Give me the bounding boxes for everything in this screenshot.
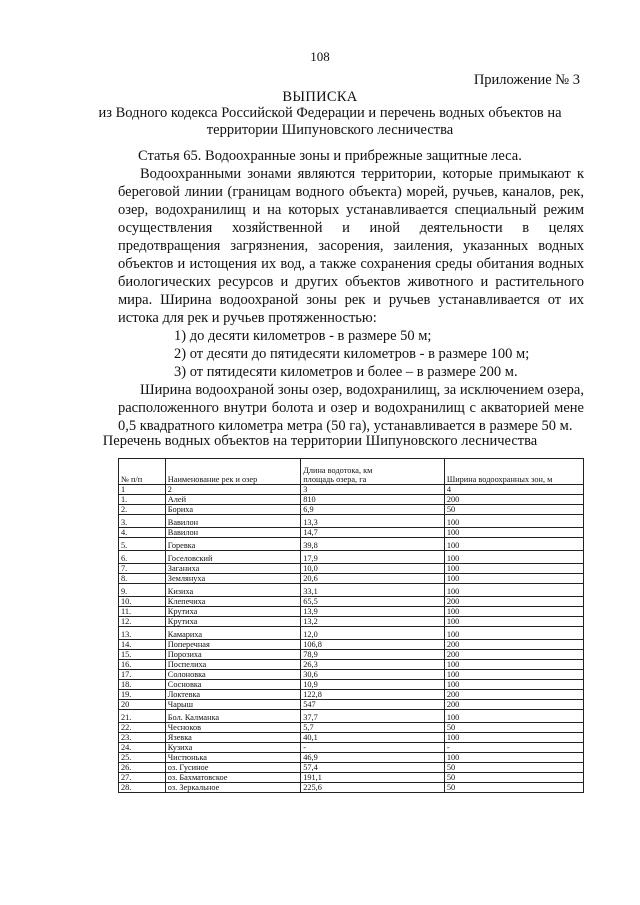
cell-name: Кузиха: [165, 743, 300, 753]
cell-name: Госеловский: [165, 551, 300, 564]
cell-number: 22.: [119, 723, 166, 733]
cell-length: 6,9: [301, 505, 445, 515]
cell-name: Вавилон: [165, 528, 300, 538]
table-title: Перечень водных объектов на территории Шипуновского лесничества: [102, 433, 538, 449]
cell-width: 200: [444, 650, 583, 660]
cell-width: 50: [444, 505, 583, 515]
table-row: [119, 723, 584, 733]
cell-width: 100: [444, 564, 583, 574]
cell-length: 225,6: [301, 783, 445, 793]
table-header-row: [119, 459, 584, 485]
cell-number: 16.: [119, 660, 166, 670]
cell-name: Бол. Калманка: [165, 710, 300, 723]
table-row: [119, 700, 584, 710]
water-bodies-table: [118, 458, 584, 793]
subtitle-line-2: территории Шипуновского лесничества: [206, 122, 454, 138]
cell-width: 50: [444, 773, 583, 783]
cell-width: 100: [444, 617, 583, 627]
article-body: [118, 147, 584, 435]
cell-number: 25.: [119, 753, 166, 763]
cell-length: 14,7: [301, 528, 445, 538]
cell-number: 24.: [119, 743, 166, 753]
cell-length: 46,9: [301, 753, 445, 763]
table-row: [119, 607, 584, 617]
table-row: [119, 551, 584, 564]
cell-width: 100: [444, 710, 583, 723]
cell-name: Крутиха: [165, 617, 300, 627]
cell-length: 20,6: [301, 574, 445, 584]
table-row: [119, 763, 584, 773]
list-item: 3) от пятидесяти километров и более – в размере 200 м.: [174, 364, 518, 380]
cell-number: 26.: [119, 763, 166, 773]
cell-name: Чесноков: [165, 723, 300, 733]
cell-width: 50: [444, 763, 583, 773]
table-row: [119, 690, 584, 700]
cell-name: Алей: [165, 495, 300, 505]
cell-name: оз. Бахматовское: [165, 773, 300, 783]
cell-name: Клепечиха: [165, 597, 300, 607]
header-name: Наименование рек и озер: [165, 459, 300, 485]
cell-name: Чарыш: [165, 700, 300, 710]
cell-name: Камариха: [165, 627, 300, 640]
table-row: [119, 640, 584, 650]
cell-width: 200: [444, 495, 583, 505]
table-row: [119, 753, 584, 763]
table-row: [119, 538, 584, 551]
cell-width: 50: [444, 783, 583, 793]
header-width: Ширина водоохранных зон, м: [444, 459, 583, 485]
cell-width: 200: [444, 640, 583, 650]
column-number-row: [119, 485, 584, 495]
cell-width: -: [444, 743, 583, 753]
column-number: 4: [444, 485, 583, 495]
cell-length: -: [301, 743, 445, 753]
cell-number: 8.: [119, 574, 166, 584]
cell-length: 40,1: [301, 733, 445, 743]
cell-number: 1.: [119, 495, 166, 505]
cell-number: 14.: [119, 640, 166, 650]
cell-length: 5,7: [301, 723, 445, 733]
cell-length: 12,0: [301, 627, 445, 640]
cell-length: 106,8: [301, 640, 445, 650]
cell-name: Заганиха: [165, 564, 300, 574]
header-length-line-2: площадь озера, га: [303, 475, 367, 484]
cell-number: 20: [119, 700, 166, 710]
cell-number: 17.: [119, 670, 166, 680]
table-row: [119, 650, 584, 660]
header-length-line-1: Длина водотока, км: [303, 466, 373, 475]
table-row: [119, 670, 584, 680]
cell-width: 200: [444, 700, 583, 710]
cell-width: 100: [444, 670, 583, 680]
cell-name: Солоновка: [165, 670, 300, 680]
cell-name: оз. Зеркальное: [165, 783, 300, 793]
cell-number: 9.: [119, 584, 166, 597]
cell-width: 100: [444, 733, 583, 743]
cell-length: 547: [301, 700, 445, 710]
cell-number: 2.: [119, 505, 166, 515]
cell-number: 5.: [119, 538, 166, 551]
cell-width: 100: [444, 515, 583, 528]
cell-length: 30,6: [301, 670, 445, 680]
cell-name: Вавилон: [165, 515, 300, 528]
cell-length: 26,3: [301, 660, 445, 670]
cell-number: 6.: [119, 551, 166, 564]
cell-name: Порозиха: [165, 650, 300, 660]
cell-length: 37,7: [301, 710, 445, 723]
table-row: [119, 515, 584, 528]
table-row: [119, 495, 584, 505]
cell-number: 7.: [119, 564, 166, 574]
cell-width: 100: [444, 660, 583, 670]
table-row: [119, 574, 584, 584]
cell-name: Чистюнька: [165, 753, 300, 763]
appendix-label: Приложение № 3: [473, 72, 580, 88]
cell-name: Бориха: [165, 505, 300, 515]
cell-width: 100: [444, 551, 583, 564]
cell-number: 13.: [119, 627, 166, 640]
cell-length: 13,2: [301, 617, 445, 627]
cell-width: 100: [444, 607, 583, 617]
list-item: 1) до десяти километров - в размере 50 м;: [174, 328, 432, 344]
width-list: [118, 327, 584, 381]
table-body: [119, 495, 584, 793]
cell-number: 12.: [119, 617, 166, 627]
cell-length: 78,9: [301, 650, 445, 660]
cell-width: 200: [444, 690, 583, 700]
table-row: [119, 617, 584, 627]
cell-width: 100: [444, 627, 583, 640]
cell-length: 122,8: [301, 690, 445, 700]
table-row: [119, 660, 584, 670]
cell-number: 21.: [119, 710, 166, 723]
cell-length: 191,1: [301, 773, 445, 783]
header-length: [301, 459, 445, 485]
cell-length: 57,4: [301, 763, 445, 773]
article-heading: Статья 65. Водоохранные зоны и прибрежные защитные леса.: [138, 148, 522, 164]
cell-name: Крутиха: [165, 607, 300, 617]
cell-length: 33,1: [301, 584, 445, 597]
cell-name: Локтевка: [165, 690, 300, 700]
document-subtitle: [80, 105, 580, 139]
cell-number: 19.: [119, 690, 166, 700]
column-number: 2: [165, 485, 300, 495]
cell-length: 10,9: [301, 680, 445, 690]
page-number: 108: [310, 49, 330, 64]
cell-width: 50: [444, 723, 583, 733]
cell-name: Поспелиха: [165, 660, 300, 670]
paragraph-1: Водоохранными зонами являются территории, которые примыкают к береговой линии (границам водного объекта) морей, ручьев, каналов, рек, озер, водохранилищ и на которых устанавливается специальный режим осуществления хозяйственной и иной деятельности в целях предотвращения загрязнения, засорения, заиления, указанных водных объектов и истощения их вод, а также сохранения среды обитания водных биологических ресурсов и других объектов животного и растительного мира. Ширина водоохраной зоны рек и ручьев устанавливается от их истока для рек и ручьев протяженностью:: [118, 166, 584, 326]
header-number: № п/п: [119, 459, 166, 485]
table-row: [119, 528, 584, 538]
cell-name: Поперечная: [165, 640, 300, 650]
table-row: [119, 773, 584, 783]
table-row: [119, 564, 584, 574]
paragraph-2: Ширина водоохраной зоны озер, водохранилищ, за исключением озера, расположенного внутри болота и озер и водохранилищ с акваторией мене 0,5 квадратного километра метра (50 га), устанавливается в размере 50 м.: [118, 382, 584, 434]
cell-width: 100: [444, 538, 583, 551]
cell-length: 65,5: [301, 597, 445, 607]
cell-name: Горевка: [165, 538, 300, 551]
cell-name: Землянуха: [165, 574, 300, 584]
table-row: [119, 743, 584, 753]
table-row: [119, 597, 584, 607]
cell-length: 810: [301, 495, 445, 505]
table-row: [119, 733, 584, 743]
cell-number: 11.: [119, 607, 166, 617]
cell-number: 18.: [119, 680, 166, 690]
table-row: [119, 783, 584, 793]
table-row: [119, 505, 584, 515]
cell-width: 200: [444, 597, 583, 607]
cell-number: 27.: [119, 773, 166, 783]
cell-name: оз. Гусиное: [165, 763, 300, 773]
cell-width: 100: [444, 528, 583, 538]
cell-length: 10,0: [301, 564, 445, 574]
cell-width: 100: [444, 574, 583, 584]
subtitle-line-1: из Водного кодекса Российской Федерации и перечень водных объектов на: [98, 105, 562, 121]
table-row: [119, 584, 584, 597]
list-item: 2) от десяти до пятидесяти километров - в размере 100 м;: [174, 346, 530, 362]
column-number: 3: [301, 485, 445, 495]
cell-length: 39,8: [301, 538, 445, 551]
cell-length: 17,9: [301, 551, 445, 564]
cell-width: 100: [444, 680, 583, 690]
cell-number: 3.: [119, 515, 166, 528]
cell-length: 13,3: [301, 515, 445, 528]
cell-number: 10.: [119, 597, 166, 607]
table-row: [119, 627, 584, 640]
cell-number: 4.: [119, 528, 166, 538]
cell-length: 13,9: [301, 607, 445, 617]
cell-number: 28.: [119, 783, 166, 793]
cell-width: 100: [444, 584, 583, 597]
column-number: 1: [119, 485, 166, 495]
cell-number: 15.: [119, 650, 166, 660]
document-title: ВЫПИСКА: [282, 89, 358, 105]
table-row: [119, 680, 584, 690]
table-row: [119, 710, 584, 723]
cell-name: Язевка: [165, 733, 300, 743]
cell-name: Сосновка: [165, 680, 300, 690]
cell-number: 23.: [119, 733, 166, 743]
cell-width: 100: [444, 753, 583, 763]
cell-name: Кизиха: [165, 584, 300, 597]
